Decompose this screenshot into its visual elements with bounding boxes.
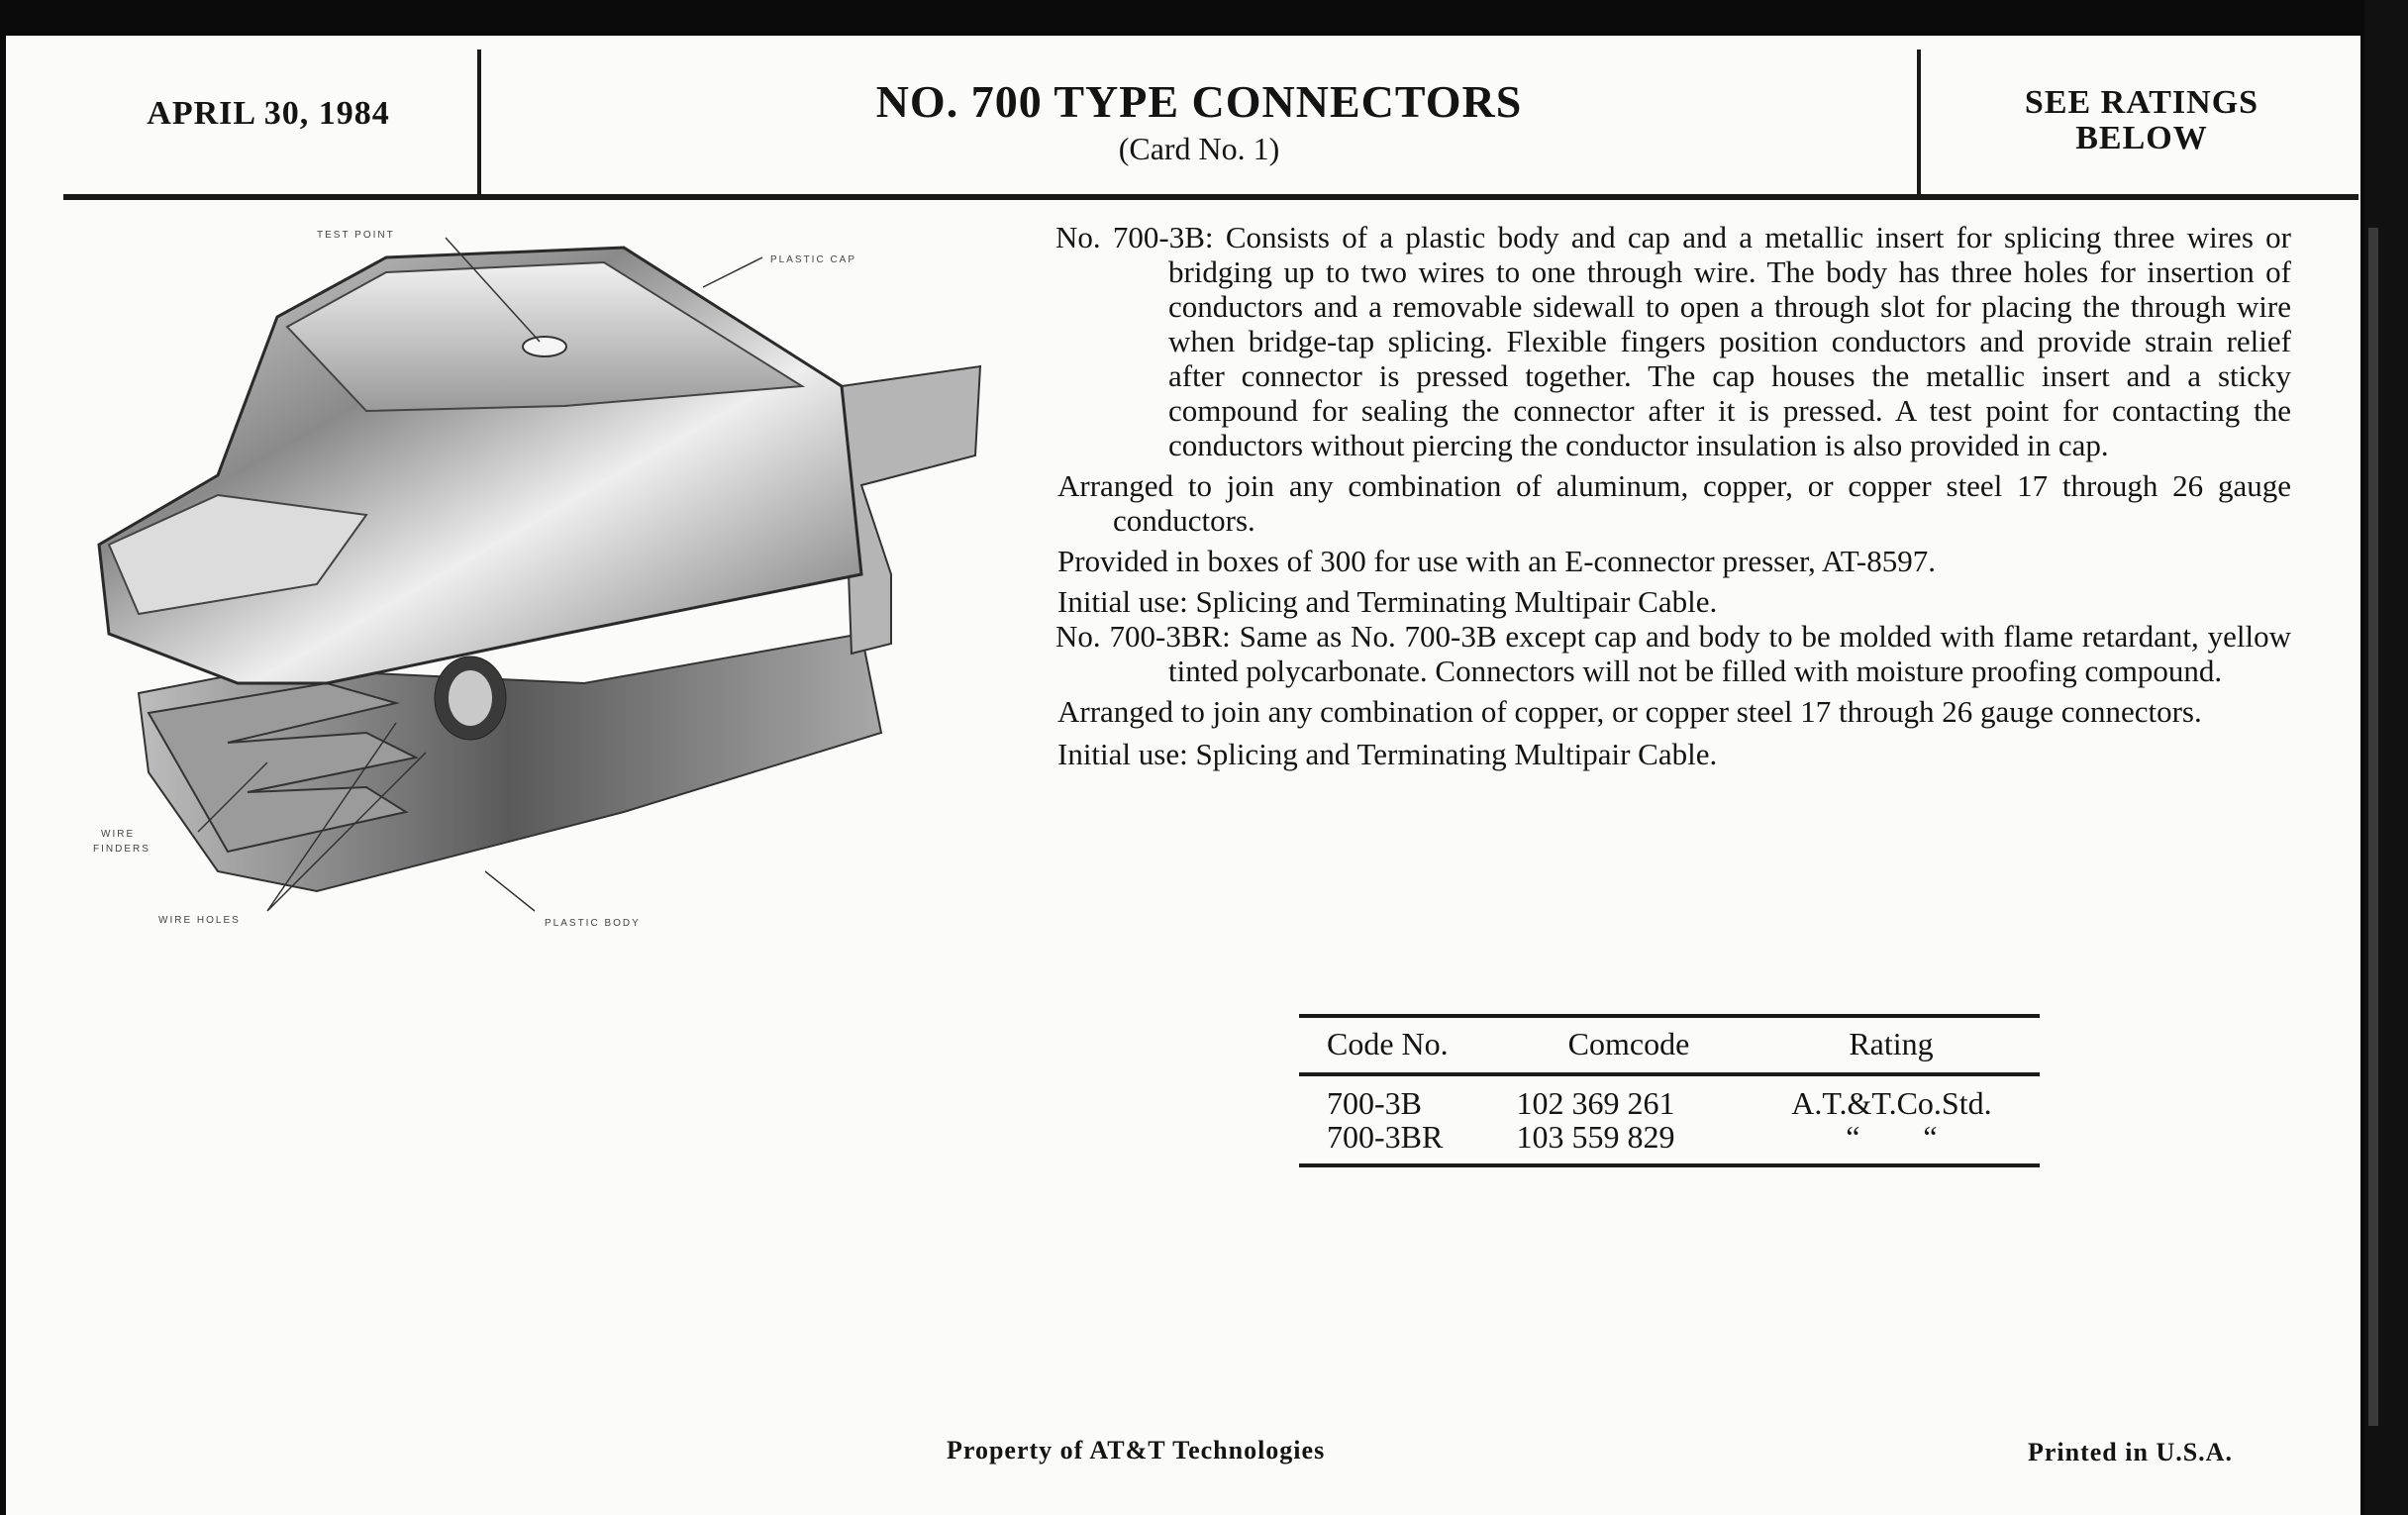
page-title: NO. 700 TYPE CONNECTORS <box>875 76 1523 127</box>
wire-holes-shape <box>435 656 506 740</box>
paragraph-packaging: Provided in boxes of 300 for use with an E-connector presser, AT-8597. <box>1057 544 1936 578</box>
label-wire-finders-2: FINDERS <box>93 844 150 855</box>
header-rule <box>63 194 2358 200</box>
paragraph-gauge-range: Arranged to join any combination of aluminum, copper, or copper steel 17 through 26 gauge conductors. <box>1057 468 2291 538</box>
ratings-table <box>1299 1014 2040 1167</box>
paragraph-gauge-range-3br: Arranged to join any combination of copper, or copper steel 17 through 26 gauge connectors. <box>1057 694 2202 729</box>
printed-notice: Printed in U.S.A. <box>2028 1438 2233 1466</box>
table-body <box>1299 1076 2040 1163</box>
connector-illustration <box>69 218 1020 951</box>
scan-edge-line <box>2368 228 2378 1426</box>
ratings-note-line1: SEE RATINGS <box>2024 84 2259 121</box>
table-header <box>1299 1018 2040 1072</box>
header-divider-left <box>477 50 481 196</box>
label-wire-finders-1: WIRE <box>101 829 136 840</box>
ratings-note <box>1925 85 2358 156</box>
paragraph-700-3br: No. 700-3BR: Same as No. 700-3B except cap and body to be molded with flame retardant, yellow tinted polycarbonate. Connectors will not be filled with moisture proofing compound. <box>1055 619 2291 688</box>
paragraph-initial-use: Initial use: Splicing and Terminating Multipair Cable. <box>1057 584 1718 619</box>
cell-comcode: 102 369 261 <box>1516 1085 1675 1121</box>
card-number: (Card No. 1) <box>1118 131 1280 166</box>
card-date: APRIL 30, 1984 <box>147 95 390 132</box>
label-plastic-cap: PLASTIC CAP <box>770 254 857 265</box>
property-notice: Property of AT&T Technologies <box>947 1436 1326 1464</box>
table-row <box>1299 1120 2040 1154</box>
ratings-note-line2: BELOW <box>2075 120 2208 156</box>
table-bottom-rule <box>1299 1163 2040 1167</box>
side-rail-shape <box>842 366 980 654</box>
test-point-shape <box>523 337 566 356</box>
cell-rating: A.T.&T.Co.Std. <box>1791 1085 1992 1121</box>
cell-rating: “ “ <box>1846 1119 1938 1155</box>
cell-code: 700-3BR <box>1327 1119 1444 1155</box>
description-text <box>1055 220 2291 771</box>
label-wire-holes: WIRE HOLES <box>158 915 241 926</box>
label-plastic-body: PLASTIC BODY <box>545 918 641 929</box>
col-header-comcode: Comcode <box>1567 1026 1690 1061</box>
label-test-point: TEST POINT <box>317 230 395 241</box>
cell-code: 700-3B <box>1327 1085 1422 1121</box>
cell-comcode: 103 559 829 <box>1516 1119 1675 1155</box>
paragraph-700-3b: No. 700-3B: Consists of a plastic body and cap and a metallic insert for splicing three wires or bridging up to two wires to one through wire. The body has three holes for insertion of conductors and a removable sidewall to open a through slot for placing the through wire when bridge-tap splicing. Flexible fingers position conductors and provide strain relief after connector is pressed together. The cap houses the metallic insert and a sticky compound for sealing the connector after it is pressed. A test point for contacting the conductors without piercing the conductor insulation is also provided in cap. <box>1055 220 2291 462</box>
col-header-rating: Rating <box>1849 1026 1934 1061</box>
paragraph-initial-use-3br: Initial use: Splicing and Terminating Multipair Cable. <box>1057 737 1718 771</box>
col-header-code: Code No. <box>1327 1026 1449 1061</box>
table-row <box>1299 1086 2040 1120</box>
header-divider-right <box>1917 50 1921 196</box>
